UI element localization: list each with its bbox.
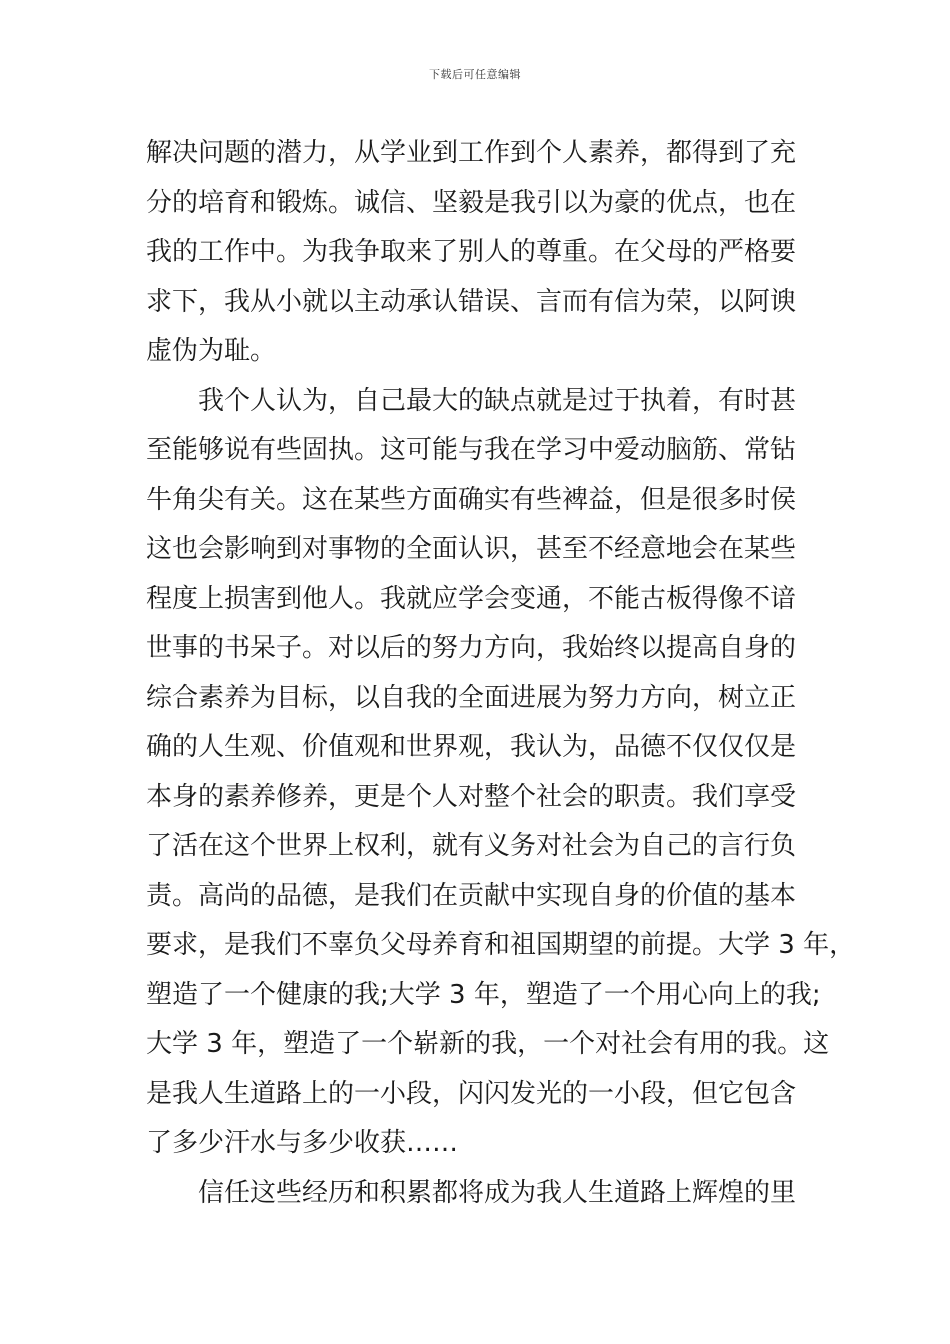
paragraph-line: 责。高尚的品德，是我们在贡献中实现自身的价值的基本: [146, 880, 797, 911]
paragraph-line: 至能够说有些固执。这可能与我在学习中爱动脑筋、常钻: [146, 435, 797, 465]
paragraph-line: 虚伪为耻。: [146, 336, 277, 366]
paragraph-line: 确的人生观、价值观和世界观，我认为，品德不仅仅仅是: [146, 732, 797, 762]
paragraph-line: 本身的素养修养，更是个人对整个社会的职责。我们享受: [146, 781, 797, 812]
paragraph-line: 要求，是我们不辜负父母养育和祖国期望的前提。大学 3 年，: [146, 930, 856, 960]
document-body: [146, 129, 856, 1218]
paragraph-line: 我的工作中。为我争取来了别人的尊重。在父母的严格要: [146, 237, 797, 267]
paragraph-line: 解决问题的潜力，从学业到工作到个人素养，都得到了充: [146, 138, 797, 168]
paragraph-line: 了多少汗水与多少收获……: [146, 1128, 459, 1158]
paragraph-line: 了活在这个世界上权利，就有义务对社会为自己的言行负: [146, 831, 797, 861]
paragraph-line: 求下，我从小就以主动承认错误、言而有信为荣，以阿谀: [146, 286, 797, 317]
paragraph-line: 信任这些经历和积累都将成为我人生道路上辉煌的里: [198, 1177, 797, 1208]
paragraph-line: 是我人生道路上的一小段，闪闪发光的一小段，但它包含: [146, 1078, 797, 1109]
paragraph-line: 牛角尖有关。这在某些方面确实有些裨益，但是很多时侯: [146, 484, 797, 515]
paragraph-line: 塑造了一个健康的我;大学 3 年，塑造了一个用心向上的我;: [146, 979, 821, 1010]
paragraph-line: 程度上损害到他人。我就应学会变通，不能古板得像不谙: [146, 583, 797, 614]
paragraph-line: 分的培育和锻炼。诚信、坚毅是我引以为豪的优点，也在: [146, 187, 797, 218]
paragraph-line: 我个人认为，自己最大的缺点就是过于执着，有时甚: [198, 385, 797, 416]
paragraph-line: 世事的书呆子。对以后的努力方向，我始终以提高自身的: [146, 633, 797, 663]
paragraph-line: 综合素养为目标，以自我的全面进展为努力方向，树立正: [146, 682, 797, 713]
paragraph-line: 这也会影响到对事物的全面认识，甚至不经意地会在某些: [146, 534, 797, 564]
paragraph-line: 大学 3 年，塑造了一个崭新的我，一个对社会有用的我。这: [146, 1029, 830, 1059]
header-note: 下载后可任意编辑: [429, 68, 521, 81]
